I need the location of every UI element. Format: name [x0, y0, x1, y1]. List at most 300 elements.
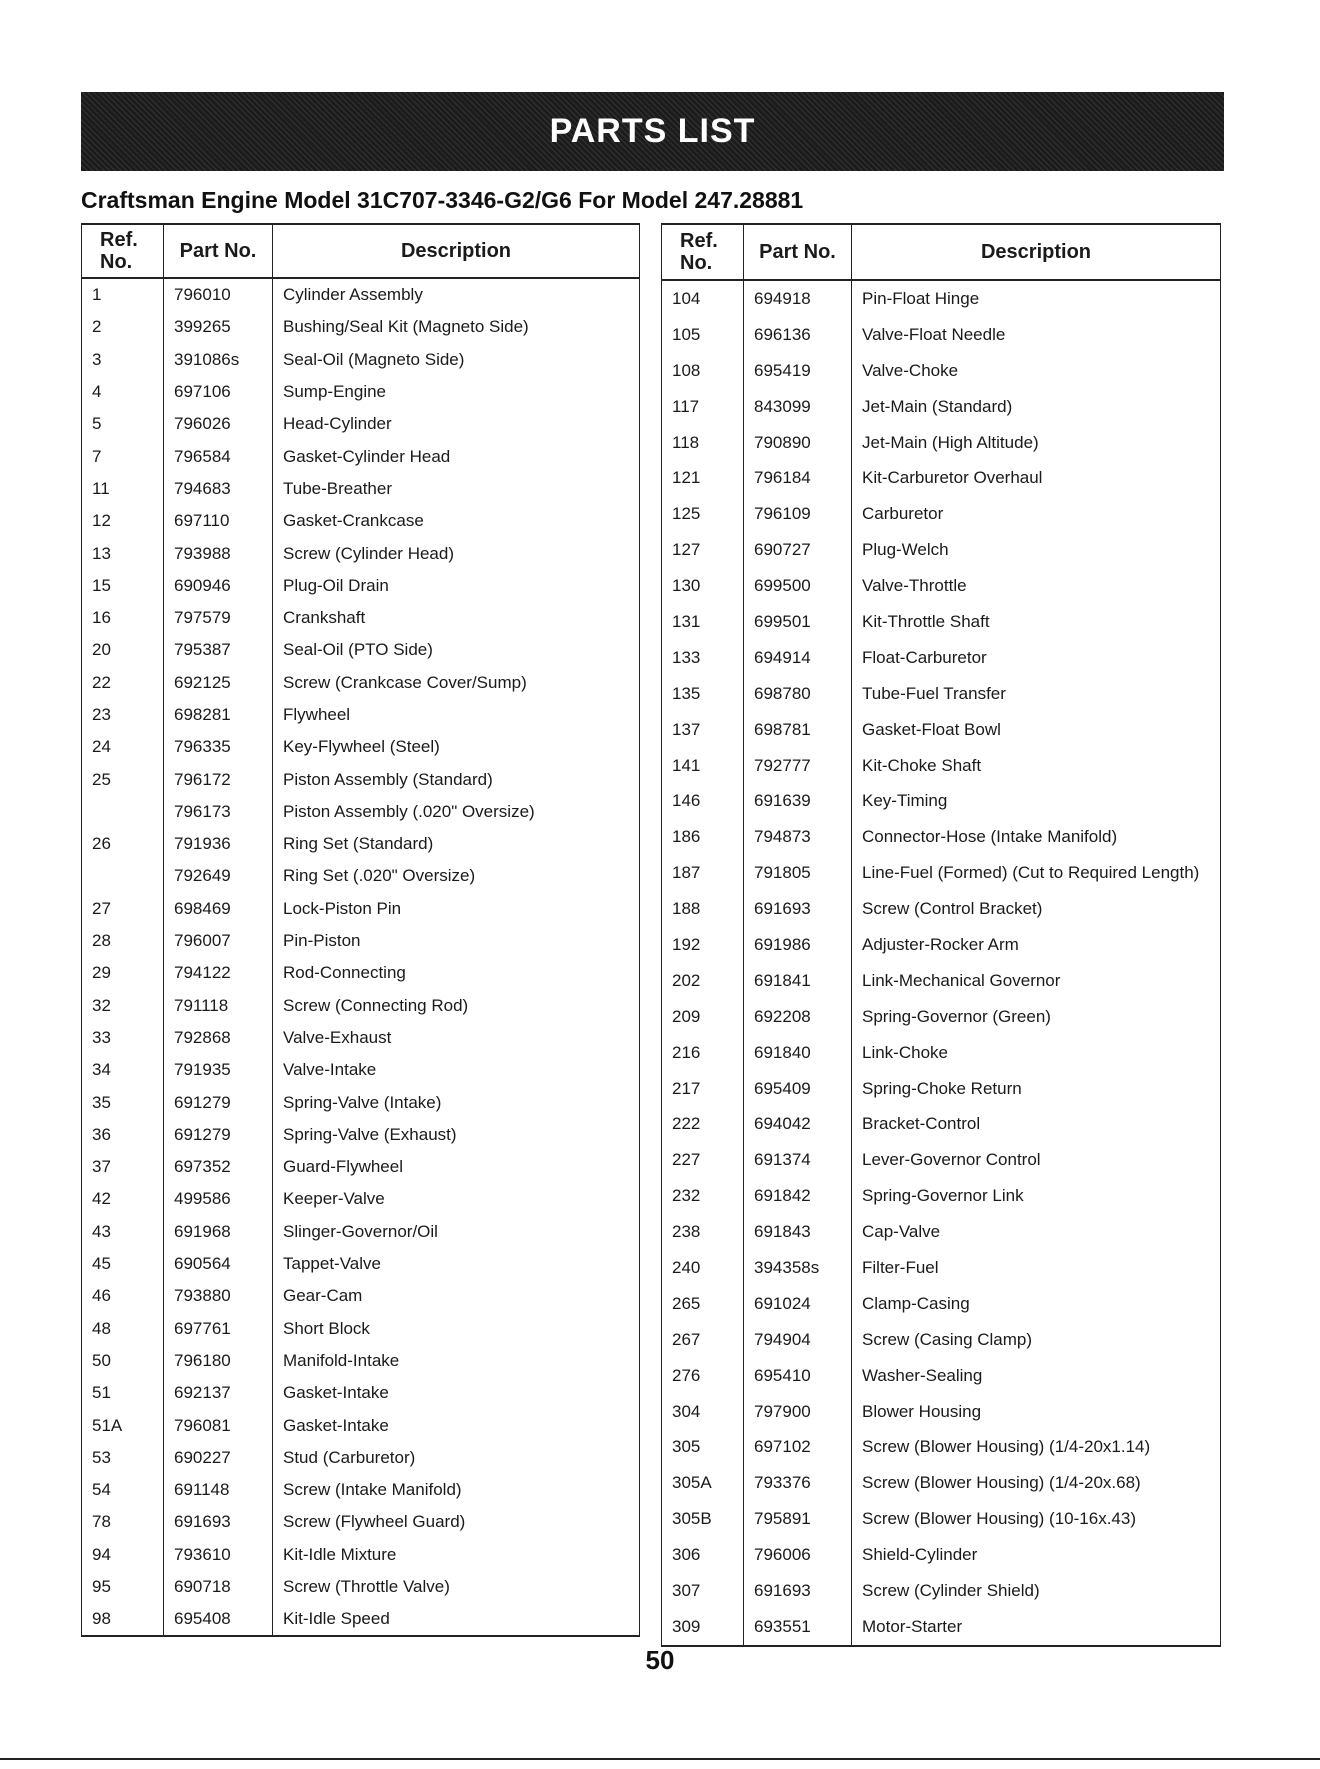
description-cell: Tappet-Valve	[273, 1248, 640, 1280]
description-cell: Spring-Valve (Exhaust)	[273, 1119, 640, 1151]
table-row	[82, 990, 640, 1022]
part-no-cell: 796173	[164, 796, 273, 828]
table-row	[82, 1474, 640, 1506]
part-no-cell: 796026	[164, 408, 273, 440]
ref-no-cell: 238	[662, 1214, 744, 1250]
ref-no-cell: 16	[82, 602, 164, 634]
description-cell: Kit-Throttle Shaft	[852, 604, 1221, 640]
table-row	[82, 1054, 640, 1086]
ref-no-cell: 267	[662, 1322, 744, 1358]
part-no-cell: 796335	[164, 731, 273, 763]
ref-no-cell: 216	[662, 1035, 744, 1071]
ref-no-cell: 186	[662, 819, 744, 855]
part-no-cell: 697106	[164, 376, 273, 408]
part-no-cell: 794122	[164, 957, 273, 989]
table-row	[82, 860, 640, 892]
ref-no-cell: 33	[82, 1022, 164, 1054]
description-cell: Cap-Valve	[852, 1214, 1221, 1250]
description-cell: Adjuster-Rocker Arm	[852, 927, 1221, 963]
ref-no-cell: 28	[82, 925, 164, 957]
description-cell: Screw (Blower Housing) (1/4-20x1.14)	[852, 1430, 1221, 1466]
description-cell: Stud (Carburetor)	[273, 1442, 640, 1474]
parts-table-left	[81, 223, 640, 1637]
ref-no-cell: 125	[662, 496, 744, 532]
part-no-cell: 697102	[744, 1430, 852, 1466]
table-row	[82, 1119, 640, 1151]
part-no-cell: 691693	[744, 1573, 852, 1609]
part-no-cell: 695408	[164, 1603, 273, 1636]
parts-list-banner	[81, 92, 1224, 171]
ref-no-cell: 37	[82, 1151, 164, 1183]
table-row	[82, 1345, 640, 1377]
ref-no-cell: 78	[82, 1506, 164, 1538]
part-no-cell: 791805	[744, 855, 852, 891]
table-row	[662, 1071, 1221, 1107]
description-cell: Connector-Hose (Intake Manifold)	[852, 819, 1221, 855]
description-cell: Ring Set (.020" Oversize)	[273, 860, 640, 892]
description-cell: Screw (Casing Clamp)	[852, 1322, 1221, 1358]
part-no-cell: 698780	[744, 676, 852, 712]
ref-no-cell: 202	[662, 963, 744, 999]
description-cell: Shield-Cylinder	[852, 1537, 1221, 1573]
ref-no-cell: 22	[82, 667, 164, 699]
part-no-cell: 697761	[164, 1313, 273, 1345]
ref-no-cell: 94	[82, 1539, 164, 1571]
description-cell: Line-Fuel (Formed) (Cut to Required Length)	[852, 855, 1221, 891]
ref-no-cell: 240	[662, 1250, 744, 1286]
part-no-cell: 790890	[744, 425, 852, 461]
description-cell: Blower Housing	[852, 1394, 1221, 1430]
table-row	[82, 1571, 640, 1603]
ref-no-cell: 304	[662, 1394, 744, 1430]
description-cell: Piston Assembly (.020" Oversize)	[273, 796, 640, 828]
part-no-cell: 699501	[744, 604, 852, 640]
ref-no-cell: 36	[82, 1119, 164, 1151]
ref-no-cell: 32	[82, 990, 164, 1022]
description-cell: Valve-Exhaust	[273, 1022, 640, 1054]
part-no-cell: 794873	[744, 819, 852, 855]
part-no-cell: 793880	[164, 1280, 273, 1312]
ref-no-cell: 1	[82, 278, 164, 311]
description-cell: Filter-Fuel	[852, 1250, 1221, 1286]
description-cell: Spring-Choke Return	[852, 1071, 1221, 1107]
table-row	[82, 1506, 640, 1538]
table-row	[82, 1280, 640, 1312]
ref-no-cell: 121	[662, 460, 744, 496]
table-row	[82, 1377, 640, 1409]
part-no-cell: 697352	[164, 1151, 273, 1183]
description-cell: Valve-Choke	[852, 353, 1221, 389]
table-row	[82, 925, 640, 957]
table-row	[82, 1183, 640, 1215]
description-cell: Flywheel	[273, 699, 640, 731]
description-cell: Link-Choke	[852, 1035, 1221, 1071]
part-no-cell: 698469	[164, 893, 273, 925]
description-cell: Kit-Idle Mixture	[273, 1539, 640, 1571]
ref-no-cell: 4	[82, 376, 164, 408]
description-cell: Pin-Piston	[273, 925, 640, 957]
table-row	[662, 748, 1221, 784]
description-cell: Seal-Oil (Magneto Side)	[273, 344, 640, 376]
part-no-cell: 794904	[744, 1322, 852, 1358]
part-no-cell: 499586	[164, 1183, 273, 1215]
description-cell: Piston Assembly (Standard)	[273, 763, 640, 795]
part-no-cell: 691968	[164, 1216, 273, 1248]
description-cell: Lever-Governor Control	[852, 1142, 1221, 1178]
description-cell: Gasket-Crankcase	[273, 505, 640, 537]
table-row	[82, 408, 640, 440]
table-row	[82, 1086, 640, 1118]
ref-no-cell: 46	[82, 1280, 164, 1312]
ref-no-cell: 108	[662, 353, 744, 389]
table-row	[82, 1539, 640, 1571]
part-no-cell: 695410	[744, 1358, 852, 1394]
description-cell: Screw (Crankcase Cover/Sump)	[273, 667, 640, 699]
ref-no-cell: 24	[82, 731, 164, 763]
description-cell: Clamp-Casing	[852, 1286, 1221, 1322]
page-number: 50	[645, 1645, 675, 1675]
part-no-cell: 691840	[744, 1035, 852, 1071]
ref-no-cell: 7	[82, 440, 164, 472]
ref-no-cell: 227	[662, 1142, 744, 1178]
part-no-cell: 698281	[164, 699, 273, 731]
table-header-row	[662, 224, 1221, 280]
description-cell: Jet-Main (Standard)	[852, 389, 1221, 425]
table-row	[662, 1609, 1221, 1646]
part-no-cell: 696136	[744, 317, 852, 353]
ref-no-cell: 3	[82, 344, 164, 376]
ref-no-cell: 98	[82, 1603, 164, 1636]
description-header: Description	[852, 224, 1221, 280]
description-cell: Head-Cylinder	[273, 408, 640, 440]
description-cell: Key-Flywheel (Steel)	[273, 731, 640, 763]
ref-no-cell: 54	[82, 1474, 164, 1506]
ref-no-cell: 276	[662, 1358, 744, 1394]
part-no-cell: 791118	[164, 990, 273, 1022]
part-no-cell: 792649	[164, 860, 273, 892]
table-row	[662, 1537, 1221, 1573]
table-row	[662, 1250, 1221, 1286]
ref-no-cell: 222	[662, 1106, 744, 1142]
ref-no-cell: 50	[82, 1345, 164, 1377]
table-row	[82, 699, 640, 731]
part-no-cell: 793376	[744, 1465, 852, 1501]
table-row	[82, 1313, 640, 1345]
description-cell: Slinger-Governor/Oil	[273, 1216, 640, 1248]
table-row	[662, 317, 1221, 353]
part-no-cell: 794683	[164, 473, 273, 505]
part-no-cell: 796006	[744, 1537, 852, 1573]
description-cell: Screw (Cylinder Head)	[273, 537, 640, 569]
ref-no-cell: 23	[82, 699, 164, 731]
part-no-cell: 796007	[164, 925, 273, 957]
ref-no-cell: 34	[82, 1054, 164, 1086]
table-header-row	[82, 224, 640, 278]
description-cell: Crankshaft	[273, 602, 640, 634]
ref-no-cell: 29	[82, 957, 164, 989]
table-row	[662, 819, 1221, 855]
ref-no-cell: 306	[662, 1537, 744, 1573]
table-row	[662, 496, 1221, 532]
part-no-cell: 792868	[164, 1022, 273, 1054]
ref-no-cell: 188	[662, 891, 744, 927]
ref-no-cell: 133	[662, 640, 744, 676]
ref-no-cell	[82, 860, 164, 892]
part-no-cell: 795387	[164, 634, 273, 666]
ref-no-cell: 265	[662, 1286, 744, 1322]
ref-no-cell: 232	[662, 1178, 744, 1214]
ref-no-cell: 187	[662, 855, 744, 891]
ref-no-cell: 209	[662, 999, 744, 1035]
part-no-cell: 796180	[164, 1345, 273, 1377]
part-no-cell: 690718	[164, 1571, 273, 1603]
ref-no-cell: 305	[662, 1430, 744, 1466]
description-cell: Screw (Intake Manifold)	[273, 1474, 640, 1506]
table-row	[82, 957, 640, 989]
part-no-cell: 394358s	[744, 1250, 852, 1286]
description-cell: Valve-Throttle	[852, 568, 1221, 604]
table-row	[662, 712, 1221, 748]
table-row	[82, 505, 640, 537]
table-row	[662, 1035, 1221, 1071]
description-cell: Screw (Blower Housing) (1/4-20x.68)	[852, 1465, 1221, 1501]
ref-no-cell: 15	[82, 570, 164, 602]
description-cell: Jet-Main (High Altitude)	[852, 425, 1221, 461]
part-no-cell: 694914	[744, 640, 852, 676]
description-cell: Bushing/Seal Kit (Magneto Side)	[273, 311, 640, 343]
description-cell: Keeper-Valve	[273, 1183, 640, 1215]
part-no-cell: 691279	[164, 1119, 273, 1151]
ref-no-cell: 104	[662, 280, 744, 317]
table-row	[662, 1322, 1221, 1358]
part-no-cell: 697110	[164, 505, 273, 537]
ref-no-cell: 217	[662, 1071, 744, 1107]
table-row	[662, 1394, 1221, 1430]
description-cell: Screw (Flywheel Guard)	[273, 1506, 640, 1538]
part-no-cell: 692208	[744, 999, 852, 1035]
part-no-cell: 843099	[744, 389, 852, 425]
ref-no-header: Ref. No.	[662, 224, 744, 280]
description-cell: Gasket-Float Bowl	[852, 712, 1221, 748]
table-row	[82, 311, 640, 343]
description-cell: Gasket-Cylinder Head	[273, 440, 640, 472]
ref-no-cell: 192	[662, 927, 744, 963]
table-row	[82, 602, 640, 634]
ref-no-cell: 42	[82, 1183, 164, 1215]
description-cell: Short Block	[273, 1313, 640, 1345]
ref-no-cell: 137	[662, 712, 744, 748]
table-row	[82, 667, 640, 699]
table-row	[662, 1286, 1221, 1322]
description-cell: Gasket-Intake	[273, 1409, 640, 1441]
ref-no-cell: 35	[82, 1086, 164, 1118]
description-header: Description	[273, 224, 640, 278]
part-no-cell: 698781	[744, 712, 852, 748]
page-bottom-rule	[0, 1758, 1320, 1760]
table-row	[662, 891, 1221, 927]
part-no-cell: 691842	[744, 1178, 852, 1214]
ref-no-cell: 53	[82, 1442, 164, 1474]
table-row	[662, 1142, 1221, 1178]
table-row	[662, 1358, 1221, 1394]
part-no-cell: 694042	[744, 1106, 852, 1142]
ref-no-cell: 5	[82, 408, 164, 440]
ref-no-cell: 305B	[662, 1501, 744, 1537]
engine-model-heading: Craftsman Engine Model 31C707-3346-G2/G6 For Model 247.28881	[81, 187, 804, 213]
part-no-cell: 791935	[164, 1054, 273, 1086]
description-cell: Tube-Breather	[273, 473, 640, 505]
description-cell: Screw (Connecting Rod)	[273, 990, 640, 1022]
ref-no-cell: 2	[82, 311, 164, 343]
part-no-header: Part No.	[164, 224, 273, 278]
description-cell: Sump-Engine	[273, 376, 640, 408]
description-cell: Lock-Piston Pin	[273, 893, 640, 925]
ref-no-cell: 48	[82, 1313, 164, 1345]
ref-no-cell: 105	[662, 317, 744, 353]
table-row	[82, 1603, 640, 1636]
part-no-cell: 691279	[164, 1086, 273, 1118]
description-cell: Spring-Governor Link	[852, 1178, 1221, 1214]
table-row	[662, 1430, 1221, 1466]
description-cell: Screw (Control Bracket)	[852, 891, 1221, 927]
table-row	[82, 634, 640, 666]
part-no-cell: 690727	[744, 532, 852, 568]
part-no-cell: 793610	[164, 1539, 273, 1571]
part-no-cell: 795891	[744, 1501, 852, 1537]
table-row	[662, 999, 1221, 1035]
description-cell: Plug-Welch	[852, 532, 1221, 568]
part-no-cell: 796584	[164, 440, 273, 472]
part-no-cell: 792777	[744, 748, 852, 784]
part-no-cell: 693551	[744, 1609, 852, 1646]
part-no-cell: 694918	[744, 280, 852, 317]
part-no-cell: 691841	[744, 963, 852, 999]
table-row	[662, 425, 1221, 461]
ref-no-cell: 95	[82, 1571, 164, 1603]
part-no-header: Part No.	[744, 224, 852, 280]
table-row	[82, 731, 640, 763]
part-no-cell: 797579	[164, 602, 273, 634]
ref-no-cell: 11	[82, 473, 164, 505]
table-row	[82, 440, 640, 472]
part-no-cell: 691024	[744, 1286, 852, 1322]
ref-no-cell	[82, 796, 164, 828]
ref-no-cell: 305A	[662, 1465, 744, 1501]
part-no-cell: 692125	[164, 667, 273, 699]
ref-no-cell: 51A	[82, 1409, 164, 1441]
table-row	[662, 568, 1221, 604]
table-row	[82, 344, 640, 376]
table-row	[662, 783, 1221, 819]
description-cell: Plug-Oil Drain	[273, 570, 640, 602]
ref-no-header: Ref. No.	[82, 224, 164, 278]
banner-title: PARTS LIST	[549, 112, 756, 150]
description-cell: Link-Mechanical Governor	[852, 963, 1221, 999]
description-cell: Cylinder Assembly	[273, 278, 640, 311]
part-no-cell: 690946	[164, 570, 273, 602]
ref-no-cell: 20	[82, 634, 164, 666]
ref-no-cell: 307	[662, 1573, 744, 1609]
table-row	[662, 353, 1221, 389]
ref-no-cell: 130	[662, 568, 744, 604]
part-no-cell: 699500	[744, 568, 852, 604]
table-row	[662, 389, 1221, 425]
part-no-cell: 796172	[164, 763, 273, 795]
part-no-cell: 695409	[744, 1071, 852, 1107]
table-row	[662, 1465, 1221, 1501]
part-no-cell: 796010	[164, 278, 273, 311]
part-no-cell: 695419	[744, 353, 852, 389]
description-cell: Motor-Starter	[852, 1609, 1221, 1646]
table-row	[82, 763, 640, 795]
description-cell: Guard-Flywheel	[273, 1151, 640, 1183]
part-no-cell: 793988	[164, 537, 273, 569]
description-cell: Screw (Cylinder Shield)	[852, 1573, 1221, 1609]
description-cell: Spring-Governor (Green)	[852, 999, 1221, 1035]
ref-no-cell: 43	[82, 1216, 164, 1248]
part-no-cell: 796184	[744, 460, 852, 496]
table-row	[82, 1022, 640, 1054]
description-cell: Ring Set (Standard)	[273, 828, 640, 860]
table-row	[82, 796, 640, 828]
table-row	[82, 828, 640, 860]
part-no-cell: 691986	[744, 927, 852, 963]
table-row	[662, 280, 1221, 317]
table-row	[82, 278, 640, 311]
part-no-cell: 691843	[744, 1214, 852, 1250]
table-row	[82, 1442, 640, 1474]
description-cell: Valve-Float Needle	[852, 317, 1221, 353]
description-cell: Bracket-Control	[852, 1106, 1221, 1142]
table-row	[662, 640, 1221, 676]
part-no-cell: 796109	[744, 496, 852, 532]
table-row	[662, 855, 1221, 891]
table-row	[82, 473, 640, 505]
table-row	[82, 570, 640, 602]
ref-no-cell: 45	[82, 1248, 164, 1280]
part-no-cell: 690227	[164, 1442, 273, 1474]
description-cell: Rod-Connecting	[273, 957, 640, 989]
description-cell: Kit-Carburetor Overhaul	[852, 460, 1221, 496]
table-row	[662, 676, 1221, 712]
description-cell: Screw (Blower Housing) (10-16x.43)	[852, 1501, 1221, 1537]
description-cell: Key-Timing	[852, 783, 1221, 819]
description-cell: Carburetor	[852, 496, 1221, 532]
part-no-cell: 691693	[164, 1506, 273, 1538]
table-row	[82, 376, 640, 408]
table-row	[82, 1248, 640, 1280]
table-row	[662, 1573, 1221, 1609]
description-cell: Float-Carburetor	[852, 640, 1221, 676]
table-row	[662, 532, 1221, 568]
description-cell: Pin-Float Hinge	[852, 280, 1221, 317]
table-row	[662, 604, 1221, 640]
part-no-cell: 796081	[164, 1409, 273, 1441]
part-no-cell: 399265	[164, 311, 273, 343]
table-row	[662, 927, 1221, 963]
table-row	[662, 1501, 1221, 1537]
ref-no-cell: 12	[82, 505, 164, 537]
description-cell: Washer-Sealing	[852, 1358, 1221, 1394]
table-row	[662, 963, 1221, 999]
description-cell: Kit-Choke Shaft	[852, 748, 1221, 784]
ref-no-cell: 25	[82, 763, 164, 795]
table-row	[82, 537, 640, 569]
part-no-cell: 691639	[744, 783, 852, 819]
table-row	[662, 1214, 1221, 1250]
description-cell: Valve-Intake	[273, 1054, 640, 1086]
part-no-cell: 391086s	[164, 344, 273, 376]
